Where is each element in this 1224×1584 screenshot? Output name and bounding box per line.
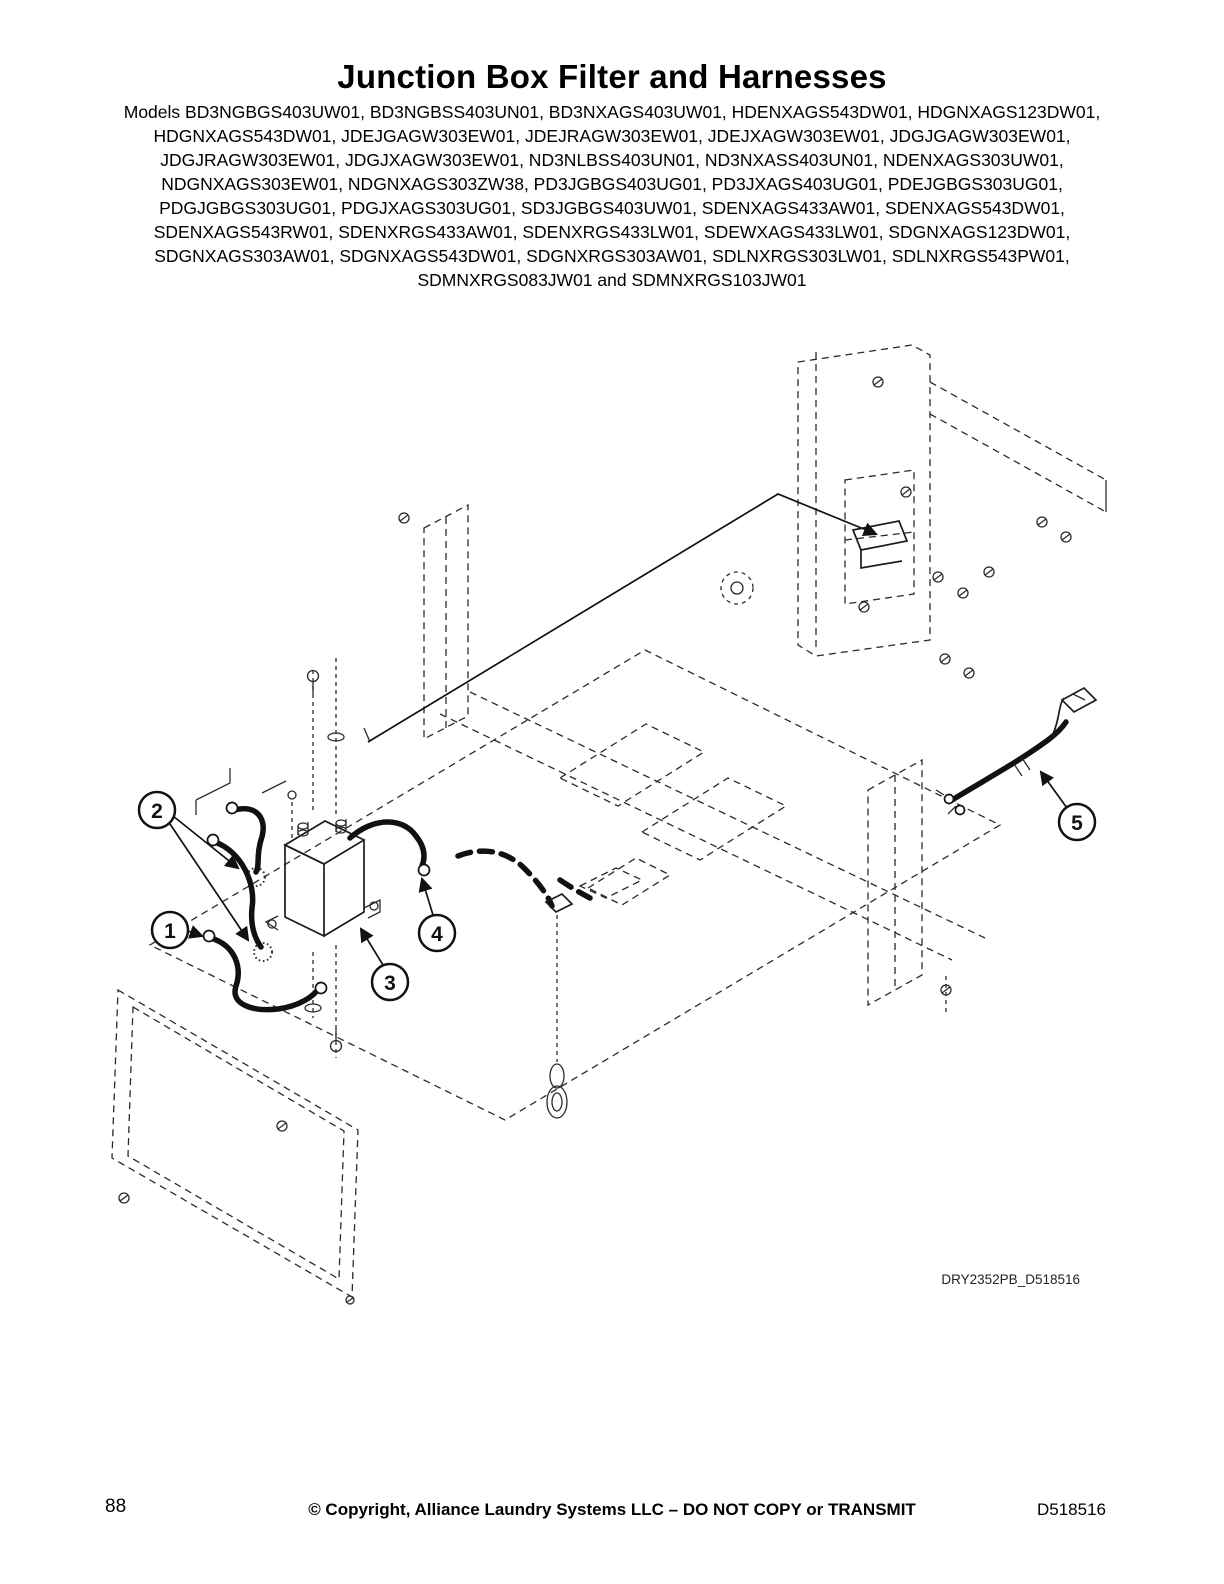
callout-4 bbox=[419, 915, 455, 951]
junction-arrow bbox=[364, 494, 876, 742]
side-channel bbox=[399, 505, 985, 960]
rear-harness bbox=[936, 688, 1096, 815]
rear-bulkhead bbox=[721, 345, 1106, 678]
callout-5-label: 5 bbox=[1071, 812, 1083, 835]
base-panel bbox=[150, 650, 1000, 1120]
callout-5 bbox=[1059, 804, 1095, 840]
copyright-notice: © Copyright, Alliance Laundry Systems LLC – DO NOT COPY or TRANSMIT bbox=[308, 1500, 916, 1519]
callout-3 bbox=[372, 964, 408, 1000]
page-title: Junction Box Filter and Harnesses bbox=[337, 58, 887, 95]
page-number: 88 bbox=[105, 1496, 127, 1517]
filter-box bbox=[247, 819, 380, 961]
callout-2 bbox=[139, 792, 175, 828]
callout-4-label: 4 bbox=[431, 923, 443, 946]
model-list: Models BD3NGBGS403UW01, BD3NGBSS403UN01, BD3NXAGS403UW01, HDENXAGS543DW01, HDGNXAGS123DW01, HDGNXAGS543DW01, JDEJGAGW303EW01, JDEJRAGW303EW01, JDEJXAGW303EW01, JDGJGAGW303EW01, JDGJRAGW303EW01, JDGJXAGW303EW01, ND3NLBSS403UN01, ND3NXASS403UN01, NDENXAGS303UW01, NDGNXAGS303EW01, NDGNXAGS303ZW38, PD3JGBGS403UG01, PD3JXAGS403UG01, PDEJGBGS303UG01, PDGJGBGS303UG01, PDGJXAGS303UG01, SD3JGBGS403UW01, SDENXAGS433AW01, SDENXAGS543DW01, SDENXAGS543RW01, SDENXRGS433AW01, SDENXRGS433LW01, SDEWXAGS433LW01, SDGNXAGS123DW01, SDGNXAGS303AW01, SDGNXAGS543DW01, SDGNXRGS303AW01, SDLNXRGS303LW01, SDLNXRGS543PW01, SDMNXRGS083JW01 and SDMNXRGS103JW01 bbox=[123, 102, 1101, 290]
callout-2-label: 2 bbox=[151, 800, 163, 823]
callout-3-label: 3 bbox=[384, 972, 396, 995]
ground-wires bbox=[196, 768, 327, 1010]
callout-1-label: 1 bbox=[164, 920, 176, 943]
front-panel bbox=[112, 990, 358, 1304]
screw-icon bbox=[859, 377, 1071, 678]
document-number: D518516 bbox=[1036, 1500, 1106, 1519]
callout-1 bbox=[152, 912, 188, 948]
drawing-reference: DRY2352PB_D518516 bbox=[941, 1272, 1080, 1287]
